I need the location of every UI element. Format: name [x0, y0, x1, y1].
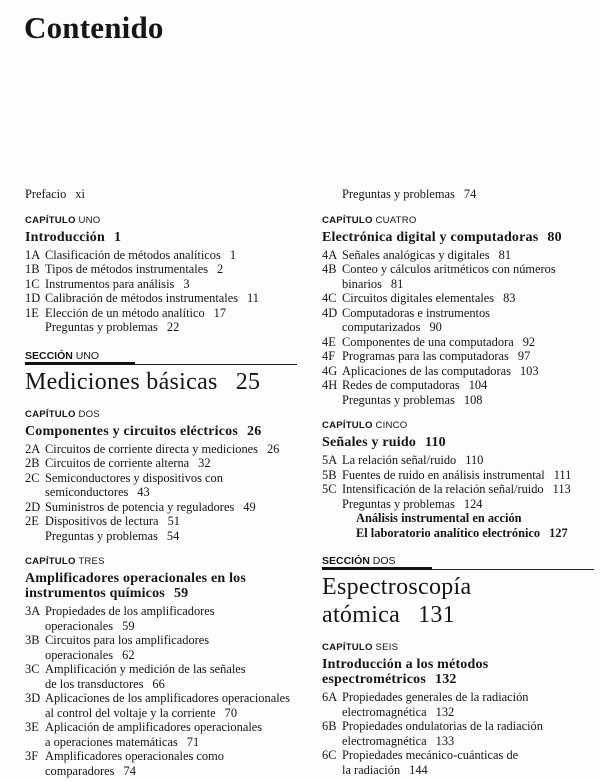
- entry-number: 4G: [322, 363, 338, 378]
- page-number: xi: [75, 187, 85, 201]
- entry-text-wrap: [342, 306, 594, 335]
- entry-number: 6B: [322, 719, 337, 733]
- page-number: 51: [167, 514, 180, 528]
- chapter-kicker-bold: CAPÍTULO: [322, 214, 373, 226]
- entry-number: 1E: [25, 305, 39, 320]
- entry-text: Conteo y cálculos aritméticos con números binarios: [342, 262, 556, 291]
- toc-questions-text: Preguntas y problemas: [45, 320, 158, 334]
- entry-text: Programas para las computadoras: [342, 349, 509, 363]
- toc-questions-text: Preguntas y problemas: [45, 528, 158, 543]
- entry-number: 4D: [322, 305, 338, 320]
- entry-text-wrap: [45, 291, 297, 306]
- entry-number: 5A: [322, 453, 338, 467]
- chapter-title: [322, 657, 594, 687]
- chapter-kicker: [25, 556, 297, 568]
- toc-entry: [322, 335, 594, 350]
- entry-number: 4A: [322, 247, 338, 262]
- toc-entry: [25, 604, 297, 633]
- entry-number: 3A: [25, 604, 41, 618]
- toc-entry: [322, 482, 594, 497]
- chapter-kicker: [25, 409, 297, 421]
- entry-text-wrap: [45, 662, 297, 691]
- chapter-kicker: [322, 642, 594, 654]
- page-number: 74: [463, 187, 477, 201]
- entry-number: 1B: [25, 262, 40, 276]
- entry-text: Redes de computadoras: [342, 378, 460, 392]
- entry-text: Señales analógicas y digitales: [342, 247, 490, 262]
- page-number: 71: [186, 734, 200, 749]
- section-kicker-bold: SECCIÓN: [322, 555, 370, 567]
- entry-text-wrap: [342, 468, 594, 483]
- page-number: 97: [517, 349, 531, 363]
- page-number: 17: [213, 305, 227, 320]
- toc-entry: [25, 277, 297, 292]
- toc-entry: [25, 262, 297, 277]
- entry-text-wrap: [342, 378, 594, 393]
- toc-entry: [25, 514, 297, 529]
- page-number: 144: [409, 762, 428, 777]
- section-kicker: [25, 350, 297, 362]
- entry-number: 3B: [25, 633, 40, 647]
- entry-text-wrap: [45, 306, 297, 321]
- chapter-title: [25, 230, 297, 245]
- entry-text-wrap: [342, 690, 594, 719]
- entry-number: 1A: [25, 247, 41, 262]
- section-title: [25, 368, 297, 396]
- entry-text: Suministros de potencia y reguladores: [45, 499, 235, 514]
- toc-entry: [25, 306, 297, 321]
- page-number: 124: [463, 496, 483, 511]
- chapter-kicker: [322, 420, 594, 432]
- chapter-title-text: Electrónica digital y computadoras: [322, 229, 539, 245]
- page-number: 11: [247, 291, 259, 305]
- section-title-text: Espectroscopía atómica: [322, 574, 472, 628]
- toc-questions-text: Preguntas y problemas: [342, 187, 455, 201]
- entry-number: 6C: [322, 748, 337, 762]
- toc-entry: [25, 749, 297, 778]
- chapter-kicker-bold: CAPÍTULO: [322, 420, 373, 431]
- entry-text-wrap: [342, 349, 594, 364]
- toc-questions: [25, 320, 297, 335]
- entry-number: 5C: [322, 482, 337, 496]
- entry-text: Componentes de una computadora: [342, 334, 514, 349]
- entry-number: 1C: [25, 276, 40, 291]
- page-number: 110: [465, 453, 484, 467]
- entry-number: 2B: [25, 456, 40, 470]
- entry-text: Propiedades de los amplificadores operacionales: [45, 604, 215, 633]
- entry-number: 3F: [25, 749, 39, 763]
- entry-text-wrap: [342, 453, 594, 468]
- page-number: 132: [435, 704, 455, 719]
- section-title: [322, 573, 594, 629]
- chapter-kicker-number: CINCO: [375, 420, 408, 431]
- page-title: Contenido: [24, 10, 164, 45]
- chapter-kicker-number: CUATRO: [375, 214, 417, 226]
- page-number: 43: [137, 485, 150, 499]
- page-number: 3: [183, 276, 190, 291]
- entry-text-wrap: [342, 262, 594, 291]
- entry-number: 2C: [25, 470, 40, 485]
- entry-text-wrap: [45, 720, 297, 749]
- toc-entry: [25, 456, 297, 471]
- page-number: 90: [429, 320, 442, 334]
- page-number: 83: [503, 291, 516, 305]
- toc-entry: [322, 364, 594, 379]
- toc-entry: [25, 248, 297, 263]
- entry-text-wrap: [45, 604, 297, 633]
- toc-entry: [322, 349, 594, 364]
- entry-number: 2E: [25, 514, 39, 528]
- page-number: 62: [122, 647, 135, 662]
- entry-text: Circuitos para los amplificadores operacionales: [45, 633, 210, 662]
- entry-text-wrap: [45, 442, 297, 457]
- entry-text: Tipos de métodos instrumentales: [45, 262, 209, 276]
- entry-text: Clasificación de métodos analíticos: [45, 247, 221, 262]
- chapter-title: [322, 230, 594, 245]
- entry-text: La relación señal/ruido: [342, 453, 457, 467]
- toc-entry: [322, 690, 594, 719]
- entry-text-wrap: [45, 633, 297, 662]
- chapter-title: [25, 571, 297, 601]
- toc-questions: [25, 529, 297, 544]
- entry-number: 1D: [25, 291, 41, 305]
- entry-number: 3C: [25, 662, 40, 676]
- chapter-title-text: Componentes y circuitos eléctricos: [25, 423, 238, 439]
- toc-entry: [25, 691, 297, 720]
- page-number: 1: [229, 247, 237, 262]
- chapter-kicker-number: SEIS: [375, 642, 399, 653]
- entry-text: Aplicaciones de las computadoras: [342, 363, 511, 378]
- entry-text-wrap: [45, 248, 297, 263]
- page-number: 81: [390, 276, 404, 291]
- page-number: 127: [549, 525, 568, 540]
- chapter-title: [25, 424, 297, 439]
- toc-entry: [25, 720, 297, 749]
- page-number: 54: [166, 528, 180, 543]
- page-number: 70: [224, 705, 238, 720]
- page-number: 25: [235, 368, 261, 395]
- page-number: 113: [552, 482, 571, 496]
- page-number: 92: [522, 334, 536, 349]
- toc-front-matter-text: Prefacio: [25, 187, 67, 201]
- chapter-title-text: Introducción: [25, 229, 105, 245]
- entry-text: Amplificación y medición de las señales de los transductores: [45, 662, 246, 691]
- toc-questions-text: Preguntas y problemas: [342, 392, 455, 407]
- entry-text-wrap: [342, 719, 594, 748]
- entry-text: Dispositivos de lectura: [45, 514, 159, 528]
- toc-entry: [322, 453, 594, 468]
- page-number: 111: [553, 467, 572, 482]
- section-kicker: [322, 555, 594, 567]
- toc-entry: [322, 378, 594, 393]
- entry-number: 4E: [322, 334, 336, 349]
- toc-entry: [25, 662, 297, 691]
- chapter-kicker-bold: CAPÍTULO: [25, 214, 76, 226]
- entry-text: Instrumentos para análisis: [45, 276, 175, 291]
- chapter-kicker-number: TRES: [78, 556, 105, 567]
- entry-text-wrap: [45, 514, 297, 529]
- entry-number: 2A: [25, 441, 41, 456]
- entry-text: Propiedades ondulatorias de la radiación electromagnética: [342, 719, 543, 748]
- page-number: 26: [247, 423, 262, 439]
- page-number: 59: [122, 618, 135, 633]
- page-number: 80: [547, 229, 562, 245]
- entry-text: Calibración de métodos instrumentales: [45, 291, 239, 305]
- entry-text-wrap: [45, 500, 297, 515]
- page-number: 132: [435, 672, 457, 687]
- entry-number: 5B: [322, 467, 337, 482]
- entry-text-wrap: [45, 471, 297, 500]
- section-rule: [25, 364, 297, 365]
- toc-front-matter: [25, 187, 297, 202]
- chapter-kicker: [322, 215, 594, 227]
- entry-number: 6A: [322, 690, 338, 704]
- entry-text-wrap: [342, 364, 594, 379]
- entry-text: Propiedades mecánico-cuánticas de la radiación: [342, 748, 519, 777]
- page-number: 108: [463, 392, 483, 407]
- toc-questions: [322, 497, 594, 512]
- page-number: 104: [468, 378, 488, 392]
- entry-number: 3D: [25, 691, 41, 705]
- entry-text: Semiconductores y dispositivos con semiconductores: [45, 470, 223, 499]
- toc-entry: [322, 306, 594, 335]
- entry-text: Computadoras e instrumentos computarizados: [342, 305, 490, 334]
- page-number: 49: [243, 499, 256, 514]
- section-kicker-number: UNO: [75, 349, 100, 362]
- toc-entry: [25, 471, 297, 500]
- chapter-kicker-bold: CAPÍTULO: [25, 408, 76, 420]
- toc-entry: [322, 748, 594, 777]
- entry-text-wrap: [45, 456, 297, 471]
- chapter-kicker: [25, 215, 297, 227]
- entry-number: 4F: [322, 349, 336, 363]
- entry-text: Aplicaciones de los amplificadores operacionales al control del voltaje y la corriente: [45, 691, 290, 720]
- page-number: 110: [425, 435, 446, 450]
- entry-text: Elección de un método analítico: [45, 305, 205, 320]
- entry-text-wrap: [342, 335, 594, 350]
- page-number: 74: [123, 763, 136, 778]
- entry-number: 3E: [25, 720, 39, 734]
- toc-entry: [322, 291, 594, 306]
- page-number: 81: [498, 247, 512, 262]
- entry-text-wrap: [342, 482, 594, 497]
- page-number: 59: [173, 586, 189, 601]
- chapter-title-text: Señales y ruido: [322, 435, 417, 450]
- section-rule: [322, 569, 594, 570]
- page-number: 2: [217, 262, 224, 276]
- toc-column-left: [25, 187, 297, 778]
- entry-text: Circuitos de corriente directa y mediciones: [45, 441, 258, 456]
- page-number: 1: [113, 229, 122, 245]
- section-kicker-number: DOS: [372, 555, 396, 567]
- page-number: 22: [166, 320, 180, 334]
- entry-text-wrap: [342, 248, 594, 263]
- chapter-title: [322, 435, 594, 450]
- entry-text: Intensificación de la relación señal/ruido: [342, 482, 544, 496]
- toc-entry: [322, 248, 594, 263]
- entry-text-wrap: [45, 749, 297, 778]
- entry-text-wrap: [45, 277, 297, 292]
- toc-questions: [322, 187, 594, 202]
- section-kicker-bold: SECCIÓN: [25, 349, 73, 362]
- page-number: 103: [519, 363, 539, 378]
- toc-questions-text: Preguntas y problemas: [342, 496, 455, 511]
- toc-entry: [25, 291, 297, 306]
- chapter-kicker-number: DOS: [78, 408, 100, 420]
- entry-text: Aplicación de amplificadores operacionales a operaciones matemáticas: [45, 720, 263, 749]
- entry-number: 4B: [322, 262, 337, 276]
- entry-text: Amplificadores operacionales como comparadores: [45, 749, 224, 778]
- page-number: 26: [266, 441, 280, 456]
- page-number: 32: [198, 456, 211, 470]
- entry-text-wrap: [45, 262, 297, 277]
- chapter-kicker-number: UNO: [78, 214, 101, 226]
- toc-special-feature-text: Análisis instrumental en acción El laboratorio analítico electrónico: [356, 511, 541, 540]
- toc-entry: [322, 719, 594, 748]
- toc-questions: [322, 393, 594, 408]
- entry-text: Fuentes de ruido en análisis instrumental: [342, 467, 545, 482]
- entry-number: 4C: [322, 291, 337, 305]
- chapter-title-text: Amplificadores operacionales en los instrumentos químicos: [25, 571, 247, 601]
- section-title-text: Mediciones básicas: [25, 368, 218, 395]
- chapter-title-text: Introducción a los métodos espectrométricos: [322, 657, 489, 687]
- toc-entry: [25, 633, 297, 662]
- entry-text-wrap: [342, 291, 594, 306]
- chapter-kicker-bold: CAPÍTULO: [25, 556, 76, 567]
- page-number: 133: [435, 733, 455, 748]
- entry-text: Propiedades generales de la radiación electromagnética: [342, 690, 529, 719]
- entry-text-wrap: [342, 748, 594, 777]
- entry-text: Circuitos de corriente alterna: [45, 456, 190, 470]
- toc-entry: [25, 500, 297, 515]
- chapter-kicker-bold: CAPÍTULO: [322, 642, 373, 653]
- toc-special-feature: [322, 511, 594, 540]
- page-number: 131: [418, 602, 455, 628]
- toc-entry: [322, 468, 594, 483]
- toc-entry: [322, 262, 594, 291]
- toc-entry: [25, 442, 297, 457]
- page-number: 66: [152, 676, 165, 691]
- toc-column-right: [322, 187, 594, 777]
- entry-text: Circuitos digitales elementales: [342, 291, 495, 305]
- entry-text-wrap: [45, 691, 297, 720]
- entry-number: 2D: [25, 499, 41, 514]
- entry-number: 4H: [322, 378, 338, 392]
